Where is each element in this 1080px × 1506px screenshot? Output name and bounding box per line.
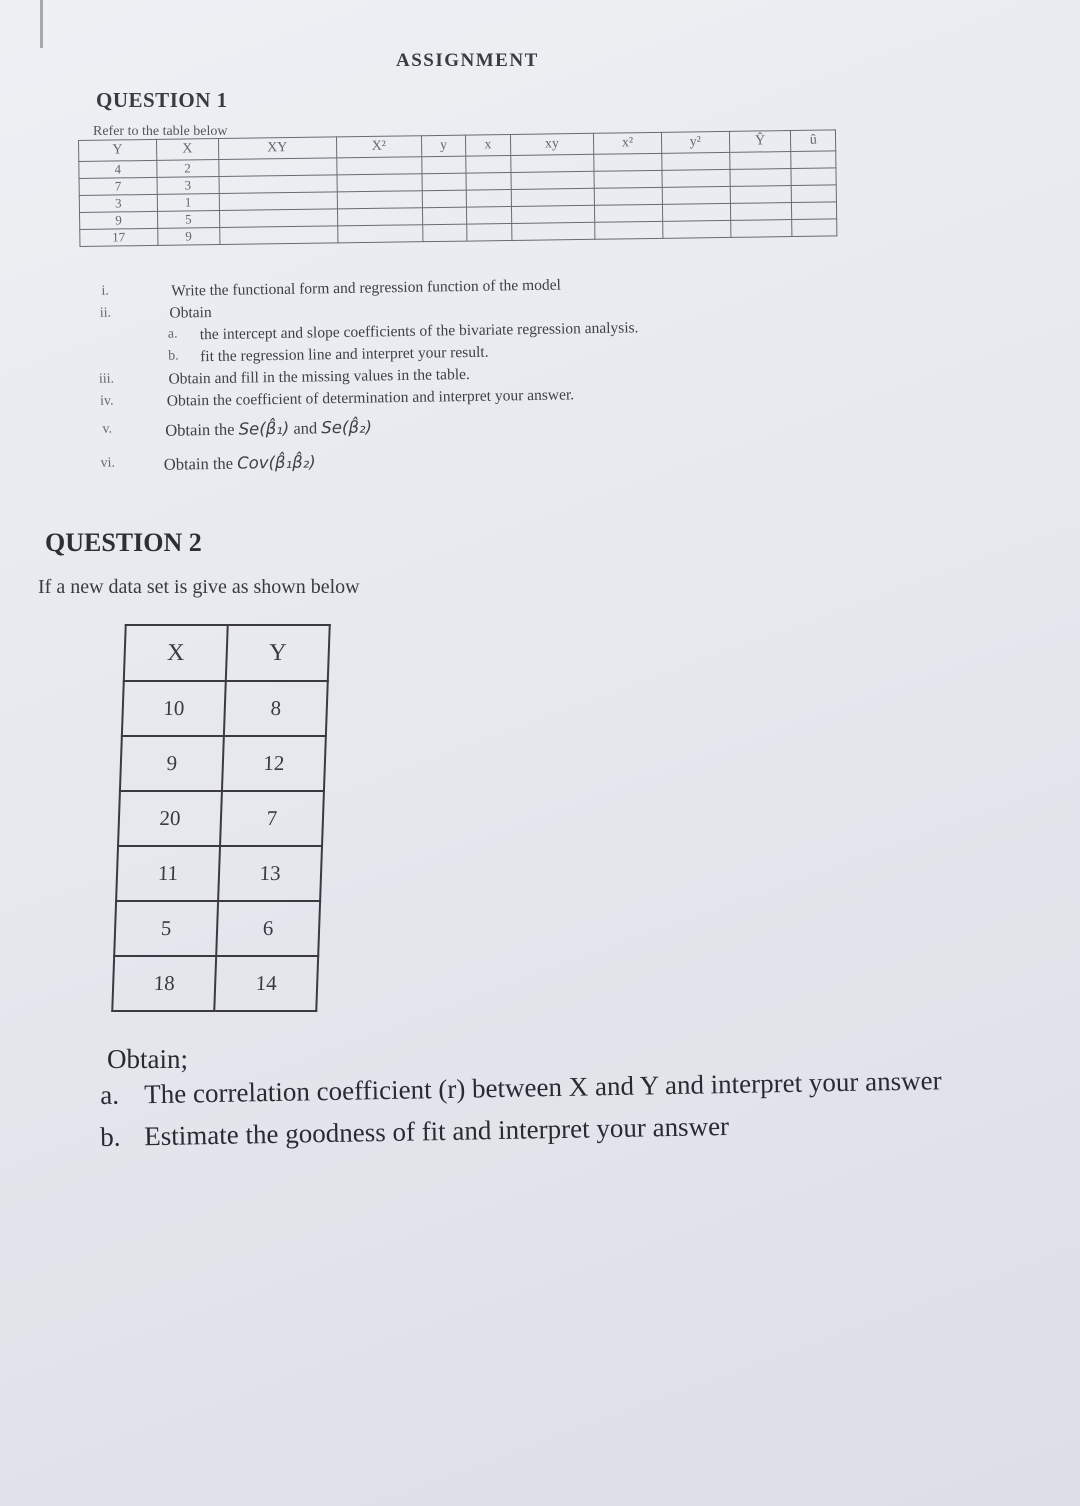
table-cell: 2 [157,160,219,178]
table-cell: 6 [216,901,320,956]
question-2-heading: QUESTION 2 [45,528,202,557]
empty-cell [218,158,336,177]
empty-cell [422,173,467,191]
col-header: Y [79,139,157,161]
table-cell: 9 [80,211,158,229]
table-row [114,901,320,956]
answer-item [100,1111,729,1153]
table-cell: 11 [116,846,220,901]
page-title: ASSIGNMENT [396,50,539,71]
formula-cov: Cov(β̂₁β̂₂) [237,452,316,473]
empty-cell [510,154,594,172]
item-text: Obtain and fill in the missing values in the table. [168,365,470,388]
empty-cell [219,175,337,194]
table-cell: 12 [222,736,326,791]
table-cell: 18 [112,956,216,1011]
empty-cell [792,185,837,203]
empty-cell [219,226,337,245]
empty-cell [511,188,595,206]
item-letter: a. [167,326,178,342]
empty-cell [730,220,792,238]
col-header: xy [510,133,594,155]
question-1-items [85,273,808,476]
col-header: y² [661,131,729,153]
empty-cell [422,207,467,225]
col-header-y: Y [226,625,330,681]
empty-cell [219,192,337,211]
empty-cell [595,221,663,239]
table-cell: 7 [220,791,324,846]
question-1-heading: QUESTION 1 [96,88,228,112]
table-row [120,736,326,791]
empty-cell [594,204,662,222]
item-letter: b. [168,348,179,364]
table-row [118,791,324,846]
obtain-label: Obtain; [107,1044,188,1074]
page-edge-line [40,0,43,48]
empty-cell [792,219,837,237]
table-header-row [124,625,330,681]
table-cell: 1 [157,194,219,212]
empty-cell [730,169,792,187]
empty-cell [511,222,595,240]
table-cell: 3 [157,177,219,195]
empty-cell [467,206,512,224]
empty-cell [422,224,467,242]
question-2-intro: If a new data set is give as shown below [38,576,360,598]
formula-se-beta2: Se(β̂₂) [321,417,373,438]
empty-cell [594,187,662,205]
answer-letter: b. [100,1121,121,1152]
empty-cell [594,170,662,188]
empty-cell [336,157,421,175]
empty-cell [663,220,731,238]
answer-text: The correlation coefficient (r) between X and Y and interpret your answer [143,1065,942,1110]
table-cell: 10 [122,681,226,736]
question-2-table [111,624,331,1012]
item-number: iv. [99,393,114,409]
col-header: y [421,135,466,157]
col-header: X² [336,136,421,158]
table-cell: 20 [118,791,222,846]
empty-cell [662,203,730,221]
table-cell: 5 [114,901,218,956]
empty-cell [511,205,595,223]
empty-cell [466,172,511,190]
item-text-and: and [293,418,318,438]
item-number: iii. [98,371,115,387]
table-cell: 9 [120,736,224,791]
col-header: x² [593,132,661,154]
empty-cell [466,189,511,207]
empty-cell [337,208,422,226]
item-number: v. [102,421,113,437]
table-row [116,846,322,901]
table-row [112,956,318,1011]
col-header: x [466,134,511,156]
col-header: Ŷ [729,131,791,153]
table-cell: 17 [80,228,158,246]
list-item [88,445,808,486]
empty-cell [730,186,792,204]
item-text-group [164,452,316,474]
answer-letter: a. [100,1079,120,1110]
table-cell: 8 [224,681,328,736]
col-header-x: X [124,625,228,681]
item-text: Obtain the coefficient of determination and interpret your answer. [166,386,575,410]
question-1-table [78,129,837,247]
empty-cell [662,152,730,170]
col-header: XY [218,137,336,160]
empty-cell [594,153,662,171]
item-text: fit the regression line and interpret your result. [200,343,489,366]
col-header: û [791,130,836,152]
item-number: ii. [99,305,112,321]
empty-cell [662,169,730,187]
empty-cell [467,223,512,241]
item-number: vi. [100,455,116,471]
empty-cell [791,168,836,186]
table-row [122,681,328,736]
item-text: Write the functional form and regression function of the model [170,276,561,300]
table-cell: 13 [218,846,322,901]
empty-cell [511,171,595,189]
item-text: Obtain [169,304,212,322]
empty-cell [219,209,337,228]
empty-cell [662,186,730,204]
table-cell: 4 [79,160,157,178]
empty-cell [422,190,467,208]
question-1-refer-text: Refer to the table below [93,124,228,139]
item-text: the intercept and slope coefficients of the bivariate regression analysis. [199,319,639,344]
formula-se-beta1: Se(β̂₁) [238,418,290,439]
empty-cell [466,155,511,173]
item-text: Obtain the [163,453,234,474]
table-cell: 5 [157,211,219,229]
empty-cell [792,202,837,220]
item-number: i. [101,283,109,299]
item-text: Obtain the [165,419,235,440]
empty-cell [422,156,467,174]
empty-cell [337,191,422,209]
answer-item [100,1065,942,1111]
table-cell: 9 [158,228,220,246]
item-text-group [165,418,372,441]
empty-cell [337,225,422,243]
empty-cell [791,151,836,169]
col-header: X [156,139,218,161]
table-cell: 14 [214,956,318,1011]
empty-cell [729,152,791,170]
empty-cell [730,203,792,221]
empty-cell [337,174,422,192]
table-cell: 7 [79,177,157,195]
answer-text: Estimate the goodness of fit and interpret your answer [143,1111,730,1152]
table-cell: 3 [79,194,157,212]
